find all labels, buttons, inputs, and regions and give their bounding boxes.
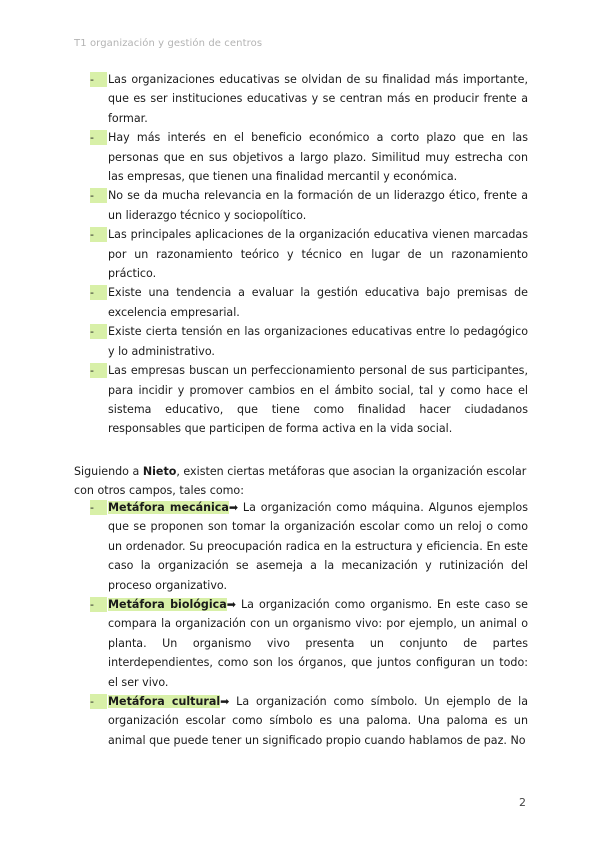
running-header: T1 organización y gestión de centros (74, 38, 263, 49)
author-name: Nieto (142, 465, 177, 478)
list-item (90, 322, 528, 361)
metaphors-list (90, 498, 528, 750)
metaphor-item (90, 498, 528, 595)
list-item (90, 70, 528, 128)
dash-marker: - (90, 324, 107, 339)
right-arrow-icon: ➡ (228, 501, 239, 514)
page-number: 2 (519, 796, 526, 809)
list-item-text: Las organizaciones educativas se olvidan de su finalidad más importante, que es ser instituciones educativas y se centran más en producir frente a formar. (108, 73, 528, 125)
metaphor-item (90, 595, 528, 692)
list-item-text: No se da mucha relevancia en la formación de un liderazgo ético, frente a un liderazgo técnico y sociopolítico. (108, 189, 528, 222)
dash-marker: - (90, 130, 107, 145)
dash-marker: - (90, 694, 107, 709)
list-item-text: Las principales aplicaciones de la organización educativa vienen marcadas por un razonamiento teórico y técnico en lugar de un razonamiento práctico. (108, 228, 528, 281)
metaphor-text: La organización como organismo. En este caso se compara la organización con un organismo vivo: por ejemplo, un animal o planta. Un organismo vivo presenta un conjunto de partes interdependientes, como son los órganos, que juntos configuran un todo: el ser vivo. (108, 598, 528, 689)
right-arrow-icon: ➡ (220, 695, 230, 709)
list-item-text: Hay más interés en el beneficio económico a corto plazo que en las personas que en sus objetivos a largo plazo. Similitud muy estrecha con las empresas, que tienen una finalidad mercantil y económica. (108, 131, 528, 184)
metaphor-term: Metáfora biológica (108, 598, 227, 612)
dash-marker: - (90, 363, 107, 378)
dash-marker: - (90, 285, 107, 300)
dash-marker: - (90, 500, 107, 515)
list-item (90, 186, 528, 225)
list-item (90, 128, 528, 186)
list-item-text: Las empresas buscan un perfeccionamiento personal de sus participantes, para incidir y promover cambios en el ámbito social, tal y como hace el sistema educativo, que tiene como finalidad hacer ciudadanos responsables que participen de forma activa en la vida social. (108, 364, 528, 436)
intro-post: , existen ciertas metáforas que asocian la organización escolar con otros campos, tales como: (74, 465, 527, 498)
metaphor-item (90, 692, 528, 750)
list-item (90, 283, 528, 322)
dash-marker: - (90, 227, 107, 242)
problems-list (90, 70, 528, 439)
list-item-text: Existe cierta tensión en las organizaciones educativas entre lo pedagógico y lo administrativo. (108, 325, 528, 358)
dash-marker: - (90, 188, 107, 203)
dash-marker: - (90, 597, 107, 612)
metaphor-text: La organización como símbolo. Un ejemplo de la organización escolar como símbolo es una paloma. Una paloma es un animal que puede tener un significado propio cuando hablamos de paz. No (108, 695, 529, 747)
list-item (90, 361, 528, 439)
metaphor-text: La organización como máquina. Algunos ejemplos que se proponen son tomar la organización escolar como un reloj o como un ordenador. Su preocupación radica en la estructura y eficiencia. En este caso la organización se asemeja a la mecanización y rutinización del proceso organizativo. (108, 501, 528, 592)
metaphor-term: Metáfora mecánica (108, 501, 229, 514)
intro-paragraph (74, 462, 528, 501)
metaphor-term: Metáfora cultural (108, 695, 221, 709)
list-item-text: Existe una tendencia a evaluar la gestión educativa bajo premisas de excelencia empresarial. (108, 286, 528, 319)
dash-marker: - (90, 72, 107, 87)
intro-pre: Siguiendo a (74, 465, 143, 478)
list-item (90, 225, 528, 283)
right-arrow-icon: ➡ (226, 598, 236, 612)
